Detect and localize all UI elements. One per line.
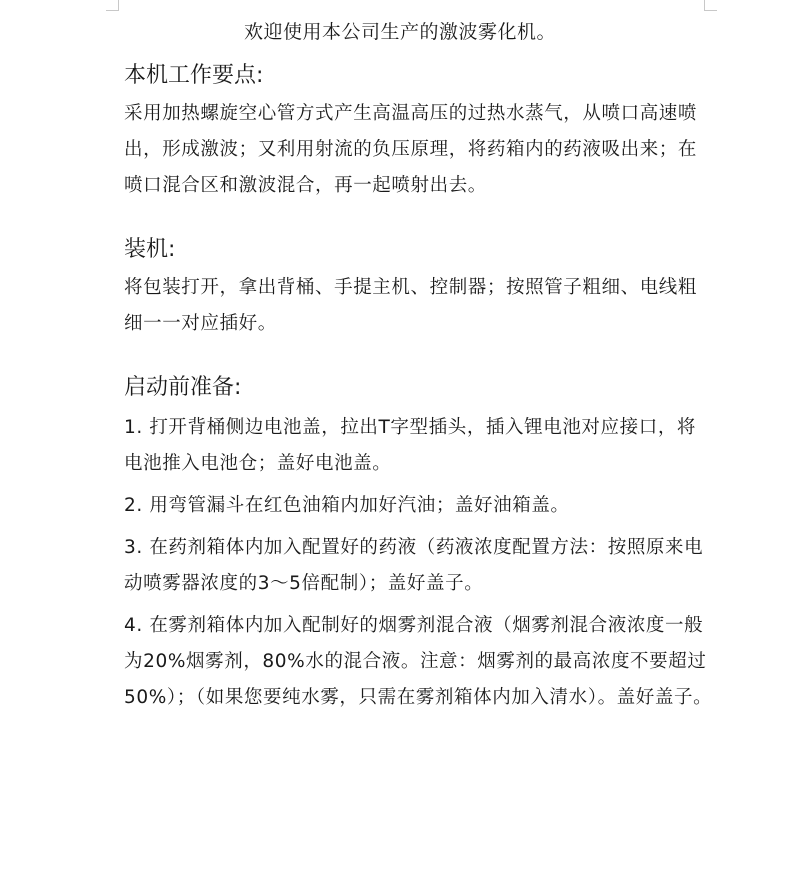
section-preparation (124, 370, 714, 716)
document-title: 欢迎使用本公司生产的激波雾化机。 (243, 21, 556, 43)
preparation-step: 3. 在药剂箱体内加入配置好的药液（药液浓度配置方法：按照原来电动喷雾器浓度的3～5倍配制）；盖好盖子。 (124, 537, 704, 594)
preparation-step: 2. 用弯管漏斗在红色油箱内加好汽油；盖好油箱盖。 (124, 495, 570, 516)
section-heading: 装机: (124, 237, 176, 262)
section-paragraph: 将包装打开，拿出背桶、手提主机、控制器；按照管子粗细、电线粗细一一对应插好。 (124, 277, 698, 334)
section-assembly (124, 232, 714, 342)
section-heading: 启动前准备: (124, 375, 242, 400)
page-corner-mark-right (704, 0, 717, 11)
preparation-step: 4. 在雾剂箱体内加入配制好的烟雾剂混合液（烟雾剂混合液浓度一般为20%烟雾剂，80%水的混合液。注意：烟雾剂的最高浓度不要超过50%）；（如果您要纯水雾，只需在雾剂箱体内加入清水）。盖好盖子。 (124, 615, 713, 708)
section-heading: 本机工作要点: (124, 63, 264, 88)
section-paragraph: 采用加热螺旋空心管方式产生高温高压的过热水蒸气，从喷口高速喷出，形成激波；又利用射流的负压原理，将药箱内的药液吸出来；在喷口混合区和激波混合，再一起喷射出去。 (124, 103, 698, 196)
section-working-principle (124, 58, 714, 204)
preparation-step: 1. 打开背桶侧边电池盖，拉出T字型插头，插入锂电池对应接口，将电池推入电池仓；盖好电池盖。 (124, 417, 697, 474)
document-body (124, 58, 714, 722)
preparation-steps (124, 410, 714, 716)
page-corner-mark-left (106, 0, 119, 11)
